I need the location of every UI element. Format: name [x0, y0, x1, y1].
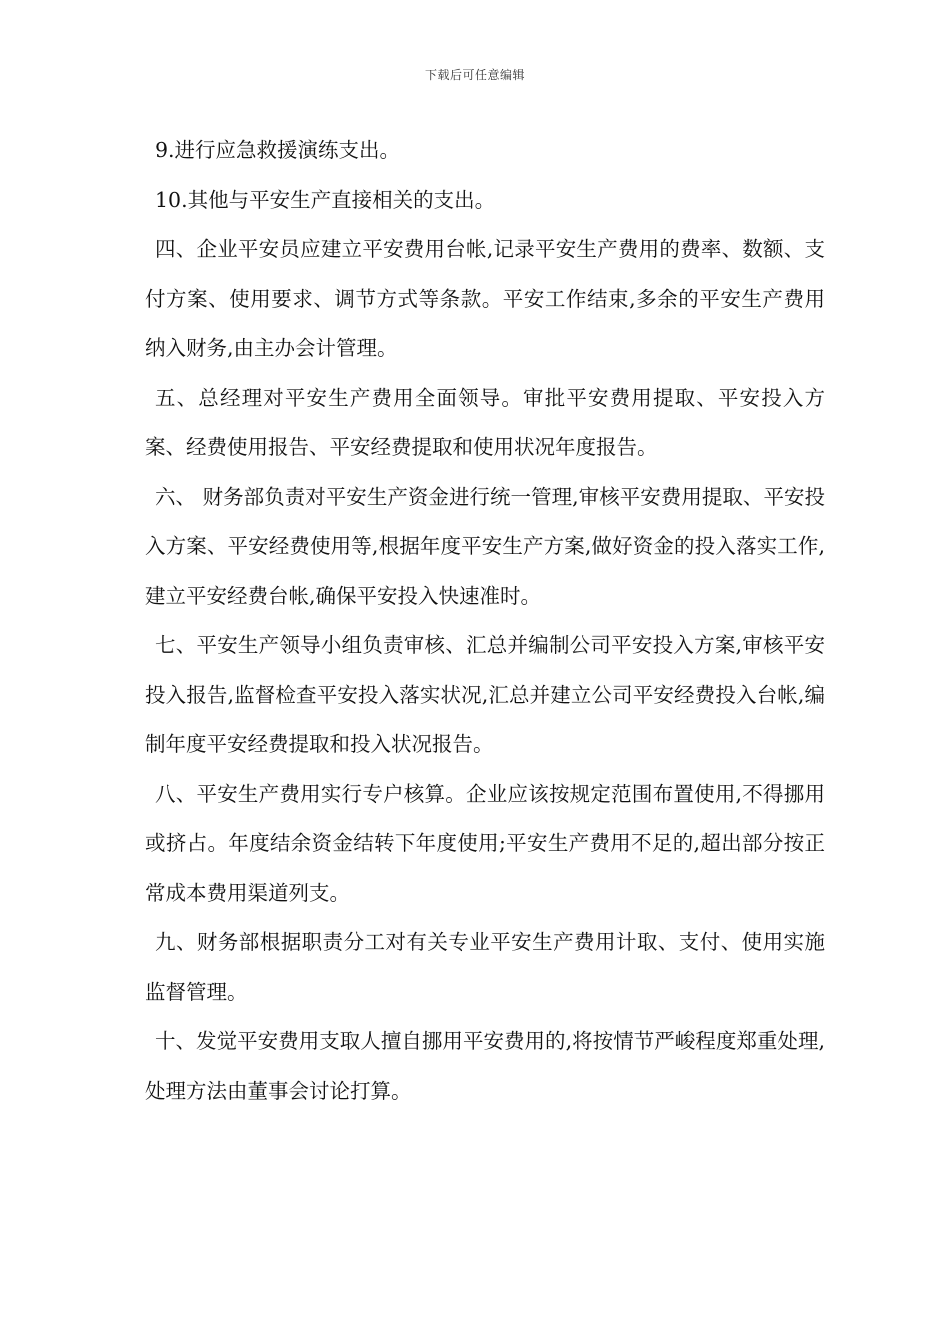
paragraph-section-5: 五、总经理对平安生产费用全面领导。审批平安费用提取、平安投入方案、经费使用报告、平安经费提取和使用状况年度报告。	[145, 385, 825, 459]
paragraph-section-9: 九、财务部根据职责分工对有关专业平安生产费用计取、支付、使用实施监督管理。	[145, 930, 825, 1004]
paragraph-item-10: 10.其他与平安生产直接相关的支出。	[155, 187, 496, 212]
paragraph-section-10: 十、发觉平安费用支取人擅自挪用平安费用的,将按情节严峻程度郑重处理,处理方法由董事会讨论打算。	[145, 1029, 825, 1103]
paragraph-section-4: 四、企业平安员应建立平安费用台帐,记录平安生产费用的费率、数额、支付方案、使用要求、调节方式等条款。平安工作结束,多余的平安生产费用纳入财务,由主办会计管理。	[145, 237, 825, 360]
paragraph-section-8: 八、平安生产费用实行专户核算。企业应该按规定范围布置使用,不得挪用或挤占。年度结余资金结转下年度使用;平安生产费用不足的,超出部分按正常成本费用渠道列支。	[145, 781, 825, 905]
document-body	[145, 126, 825, 1116]
paragraph-section-7: 七、平安生产领导小组负责审核、汇总并编制公司平安投入方案,审核平安投入报告,监督检查平安投入落实状况,汇总并建立公司平安经费投入台帐,编制年度平安经费提取和投入状况报告。	[145, 633, 825, 756]
paragraph-section-6: 六、 财务部负责对平安生产资金进行统一管理,审核平安费用提取、平安投入方案、平安经费使用等,根据年度平安生产方案,做好资金的投入落实工作,建立平安经费台帐,确保平安投入快速准时。	[145, 484, 825, 608]
page-header: 下载后可任意编辑	[424, 68, 525, 82]
paragraph-item-9: 9.进行应急救援演练支出。	[155, 138, 401, 162]
